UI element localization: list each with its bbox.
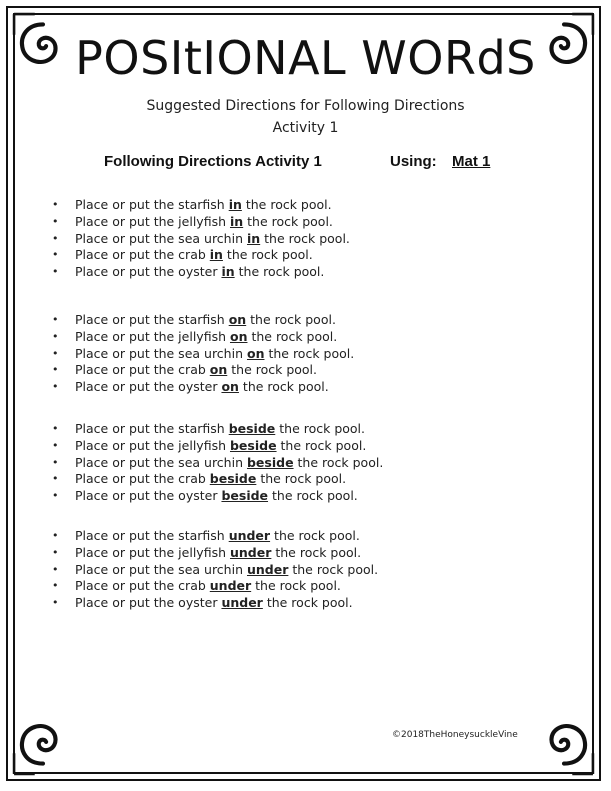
positional-keyword: beside	[228, 421, 276, 436]
direction-text-end: the rock pool.	[246, 312, 336, 327]
direction-text-end: the rock pool.	[293, 454, 384, 470]
direction-item	[52, 545, 378, 562]
positional-keyword: under	[221, 595, 263, 611]
direction-text: Place or put the crab	[75, 362, 210, 378]
direction-text: Place or put the starfish	[75, 312, 229, 327]
direction-text-end: the rock pool.	[262, 595, 353, 611]
direction-item	[52, 379, 354, 396]
direction-item	[52, 362, 354, 379]
positional-keyword: beside	[246, 454, 294, 470]
direction-text: Place or put the jellyfish	[75, 544, 230, 560]
direction-item	[52, 455, 383, 472]
direction-item	[52, 231, 350, 248]
direction-item	[52, 488, 383, 505]
subtitle-line-1: Suggested Directions for Following Directions	[146, 98, 465, 114]
direction-item	[52, 247, 350, 264]
direction-text: Place or put the jellyfish	[75, 213, 230, 229]
direction-text-end: the rock pool.	[256, 471, 347, 487]
direction-item	[52, 471, 383, 488]
direction-text: Place or put the crab	[75, 471, 210, 487]
direction-text-end: the rock pool.	[227, 362, 317, 378]
direction-item	[52, 264, 350, 281]
positional-keyword: in	[228, 197, 242, 212]
activity-heading-title: Following Directions Activity 1	[104, 153, 322, 170]
positional-keyword: under	[209, 578, 252, 594]
direction-text-end: the rock pool.	[251, 578, 341, 594]
subtitle-line-2: Activity 1	[272, 120, 339, 136]
positional-keyword: on	[209, 362, 228, 378]
positional-keyword: on	[221, 379, 239, 395]
positional-keyword: in	[246, 230, 261, 246]
page-title: POSItIONAL WORdS	[75, 31, 536, 85]
positional-keyword: under	[229, 544, 272, 560]
directions-list-in	[52, 197, 350, 281]
positional-keyword: under	[246, 561, 289, 577]
directions-list-beside	[52, 421, 383, 505]
direction-text-end: the rock pool.	[243, 213, 333, 229]
direction-text: Place or put the jellyfish	[75, 328, 230, 344]
direction-item	[52, 346, 354, 363]
direction-text-end: the rock pool.	[238, 379, 329, 395]
direction-text: Place or put the jellyfish	[75, 437, 230, 453]
direction-text: Place or put the sea urchin	[75, 454, 247, 470]
positional-keyword: under	[228, 528, 271, 543]
direction-item	[52, 562, 378, 579]
direction-text: Place or put the starfish	[75, 421, 229, 436]
positional-keyword: beside	[221, 488, 269, 504]
direction-text: Place or put the sea urchin	[75, 561, 247, 577]
direction-item	[52, 595, 378, 612]
direction-text: Place or put the starfish	[75, 197, 229, 212]
direction-text-end: the rock pool.	[270, 528, 360, 543]
direction-text-end: the rock pool.	[260, 230, 350, 246]
direction-item	[52, 214, 350, 231]
positional-keyword: on	[229, 328, 248, 344]
subtitle	[0, 95, 611, 139]
positional-keyword: in	[221, 264, 235, 280]
positional-keyword: on	[228, 312, 247, 327]
direction-item	[52, 421, 383, 438]
direction-item	[52, 329, 354, 346]
direction-text: Place or put the starfish	[75, 528, 229, 543]
positional-keyword: on	[246, 345, 265, 361]
direction-text: Place or put the sea urchin	[75, 345, 247, 361]
direction-item	[52, 312, 354, 329]
direction-item	[52, 528, 378, 545]
activity-heading	[0, 153, 611, 175]
direction-text: Place or put the oyster	[75, 595, 222, 611]
copyright-footer: ©2018TheHoneysuckleVine	[392, 730, 518, 740]
directions-list-on	[52, 312, 354, 396]
direction-text: Place or put the crab	[75, 578, 210, 594]
direction-text-end: the rock pool.	[241, 197, 332, 212]
direction-text-end: the rock pool.	[275, 421, 365, 436]
direction-item	[52, 197, 350, 214]
mat-label: Mat 1	[452, 153, 491, 170]
direction-text-end: the rock pool.	[276, 437, 367, 453]
directions-list-under	[52, 528, 378, 612]
corner-swirl-bottom-right-icon	[533, 714, 595, 776]
direction-text: Place or put the sea urchin	[75, 230, 247, 246]
direction-text: Place or put the oyster	[75, 488, 222, 504]
direction-text-end: the rock pool.	[264, 345, 355, 361]
direction-text: Place or put the oyster	[75, 379, 222, 395]
direction-item	[52, 438, 383, 455]
direction-text-end: the rock pool.	[234, 264, 325, 280]
direction-text-end: the rock pool.	[247, 328, 338, 344]
direction-text-end: the rock pool.	[222, 247, 313, 263]
direction-item	[52, 578, 378, 595]
corner-swirl-bottom-left-icon	[12, 714, 74, 776]
positional-keyword: in	[209, 247, 223, 263]
positional-keyword: in	[229, 213, 244, 229]
positional-keyword: beside	[229, 437, 277, 453]
direction-text-end: the rock pool.	[271, 544, 362, 560]
using-label: Using:	[390, 153, 437, 170]
direction-text: Place or put the crab	[75, 247, 210, 263]
direction-text-end: the rock pool.	[288, 561, 379, 577]
direction-text: Place or put the oyster	[75, 264, 222, 280]
positional-keyword: beside	[209, 471, 257, 487]
direction-text-end: the rock pool.	[268, 488, 358, 504]
